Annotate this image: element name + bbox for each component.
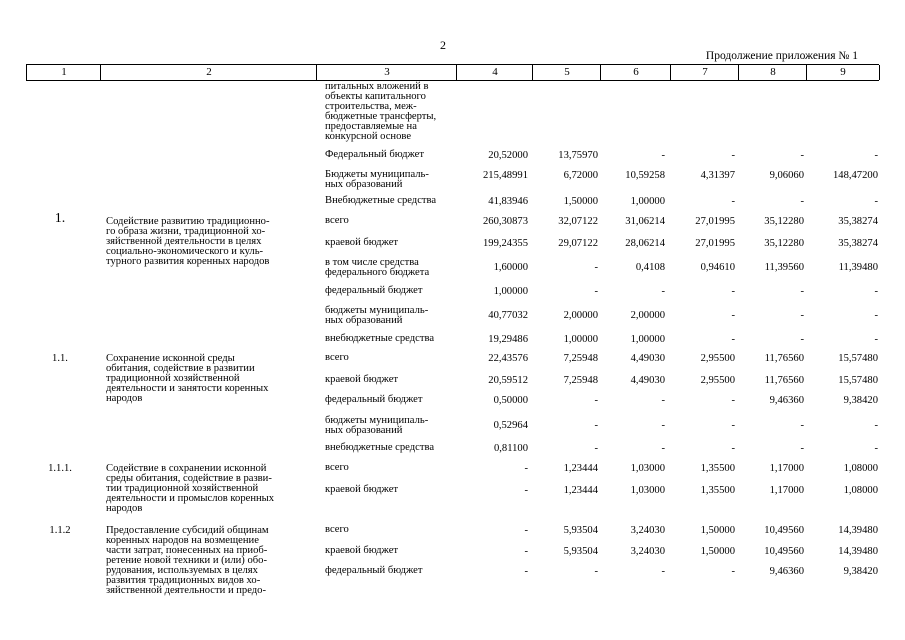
cell-value: 9,46360	[769, 395, 804, 406]
cell-value: -	[731, 443, 735, 454]
cell-value: -	[661, 566, 665, 577]
cell-value: 1,35500	[700, 463, 735, 474]
cell-value: -	[524, 566, 528, 577]
cell-value: 11,76560	[764, 375, 804, 386]
item-code: 1.1.2	[49, 525, 71, 536]
cell-value: 0,81100	[493, 443, 528, 454]
cell-value: -	[661, 420, 665, 431]
cell-value: 29,07122	[558, 238, 598, 249]
cell-value: 14,39480	[838, 525, 878, 536]
cell-value: 1,00000	[493, 286, 528, 297]
cell-value: 27,01995	[695, 216, 735, 227]
source-label: федеральный бюджет	[325, 285, 423, 296]
cell-value: -	[731, 196, 735, 207]
item-code: 1.	[54, 211, 66, 226]
item-title: Содействие развитию традиционно- го образа жизни, традиционной хо- зяйственной деятельности в целях социально-экономического и куль- турного развития коренных народов	[106, 216, 270, 267]
cell-value: -	[594, 420, 598, 431]
cell-value: 5,93504	[563, 546, 598, 557]
item-code: 1.1.1.	[48, 463, 72, 474]
cell-value: -	[661, 286, 665, 297]
cell-value: -	[594, 262, 598, 273]
cell-value: -	[661, 150, 665, 161]
cell-value: 4,49030	[630, 353, 665, 364]
cell-value: 14,39480	[838, 546, 878, 557]
cell-value: -	[800, 443, 804, 454]
cell-value: 7,25948	[563, 353, 598, 364]
cell-value: 1,50000	[700, 546, 735, 557]
source-label: Бюджеты муниципаль- ных образований	[325, 169, 429, 190]
source-label: Федеральный бюджет	[325, 149, 425, 160]
cell-value: 31,06214	[625, 216, 665, 227]
cell-value: 1,00000	[563, 334, 598, 345]
source-label: бюджеты муниципаль- ных образований	[325, 305, 429, 326]
cell-value: 35,12280	[764, 216, 804, 227]
item-title: Предоставление субсидий общинам коренных народов на возмещение части затрат, понесенных на приоб- ретение новой техники и (или) обо- рудования, используемых в целях развития традиционных видов хо- зяйственной деятельности и предо-	[106, 525, 269, 596]
cell-value: 10,49560	[764, 546, 804, 557]
cell-value: -	[874, 310, 878, 321]
cell-value: 1,50000	[700, 525, 735, 536]
cell-value: -	[731, 286, 735, 297]
table-header	[26, 64, 879, 81]
cell-value: 3,24030	[630, 546, 665, 557]
cell-value: 0,50000	[493, 395, 528, 406]
cell-value: 1,17000	[769, 485, 804, 496]
cell-value: 9,46360	[769, 566, 804, 577]
header-col-3: 3	[316, 65, 457, 80]
header-col-5: 5	[532, 65, 601, 80]
cell-value: -	[874, 334, 878, 345]
cell-value: 0,52964	[493, 420, 528, 431]
cell-value: 215,48991	[482, 170, 528, 181]
source-label: в том числе средства федерального бюджета	[325, 257, 430, 278]
cell-value: 2,00000	[563, 310, 598, 321]
source-label: внебюджетные средства	[325, 333, 435, 344]
source-label: всего	[325, 462, 349, 473]
header-col-4: 4	[456, 65, 533, 80]
cell-value: 27,01995	[695, 238, 735, 249]
item-code: 1.1.	[52, 353, 68, 364]
cell-value: 1,00000	[630, 334, 665, 345]
source-label: бюджеты муниципаль- ных образований	[325, 415, 429, 436]
cell-value: -	[524, 463, 528, 474]
cell-value: 1,03000	[630, 485, 665, 496]
cell-value: 41,83946	[488, 196, 528, 207]
cell-value: -	[800, 150, 804, 161]
cell-value: 199,24355	[482, 238, 528, 249]
header-col-1: 1	[26, 65, 101, 80]
cell-value: -	[661, 443, 665, 454]
source-label: федеральный бюджет	[325, 394, 423, 405]
cell-value: 10,49560	[764, 525, 804, 536]
cell-value: -	[524, 546, 528, 557]
cell-value: -	[594, 286, 598, 297]
cell-value: 11,76560	[764, 353, 804, 364]
cell-value: 11,39560	[764, 262, 804, 273]
header-col-7: 7	[670, 65, 739, 80]
cell-value: -	[731, 150, 735, 161]
cell-value: 0,94610	[700, 262, 735, 273]
cell-value: 260,30873	[482, 216, 528, 227]
cell-value: 6,72000	[563, 170, 598, 181]
cell-value: -	[800, 286, 804, 297]
header-col-9: 9	[806, 65, 880, 80]
page-number: 2	[440, 38, 446, 52]
cell-value: 32,07122	[558, 216, 598, 227]
continuation-note: Продолжение приложения № 1	[705, 50, 858, 62]
cell-value: 1,08000	[843, 485, 878, 496]
cell-value: -	[800, 420, 804, 431]
cell-value: 28,06214	[625, 238, 665, 249]
cell-value: 4,31397	[700, 170, 735, 181]
cell-value: -	[874, 443, 878, 454]
cell-value: 13,75970	[558, 150, 598, 161]
cell-value: 9,38420	[843, 566, 878, 577]
source-label: краевой бюджет	[325, 545, 399, 556]
cell-value: 1,23444	[563, 463, 598, 474]
source-label: всего	[325, 215, 349, 226]
cell-value: 5,93504	[563, 525, 598, 536]
cell-value: 20,59512	[488, 375, 528, 386]
header-col-8: 8	[738, 65, 807, 80]
cell-value: 22,43576	[488, 353, 528, 364]
cell-value: 1,08000	[843, 463, 878, 474]
cell-value: 148,47200	[832, 170, 878, 181]
cell-value: -	[731, 566, 735, 577]
source-label: Внебюджетные средства	[325, 195, 437, 206]
cell-value: -	[524, 525, 528, 536]
cell-value: 35,12280	[764, 238, 804, 249]
cell-value: -	[800, 310, 804, 321]
cell-value: 2,95500	[700, 353, 735, 364]
cell-value: -	[874, 150, 878, 161]
cell-value: -	[524, 485, 528, 496]
cell-value: 40,77032	[488, 310, 528, 321]
cell-value: -	[661, 395, 665, 406]
source-label: федеральный бюджет	[325, 565, 423, 576]
cell-value: 3,24030	[630, 525, 665, 536]
cell-value: -	[731, 334, 735, 345]
cell-value: 1,03000	[630, 463, 665, 474]
cell-value: 15,57480	[838, 375, 878, 386]
cell-value: 9,06060	[769, 170, 804, 181]
cell-value: 20,52000	[488, 150, 528, 161]
cell-value: 1,60000	[493, 262, 528, 273]
cell-value: 2,95500	[700, 375, 735, 386]
cell-value: -	[874, 420, 878, 431]
cell-value: -	[594, 443, 598, 454]
cell-value: 35,38274	[838, 216, 878, 227]
cell-value: 1,35500	[700, 485, 735, 496]
cell-value: 4,49030	[630, 375, 665, 386]
cell-value: -	[594, 566, 598, 577]
cell-value: -	[731, 420, 735, 431]
cell-value: 10,59258	[625, 170, 665, 181]
cell-value: 0,4108	[635, 262, 665, 273]
source-label: всего	[325, 352, 349, 363]
item-title: Содействие в сохранении исконной среды обитания, содействие в разви- тии традиционной хозяйственной деятельности и промыслов коренных народов	[106, 463, 275, 514]
item-title: Сохранение исконной среды обитания, содействие в развитии традиционной хозяйственной деятельности и занятости коренных народов	[106, 353, 269, 404]
cell-value: -	[731, 310, 735, 321]
cell-value: 2,00000	[630, 310, 665, 321]
source-label: краевой бюджет	[325, 484, 399, 495]
source-label: всего	[325, 524, 349, 535]
cell-value: -	[874, 286, 878, 297]
cell-value: -	[800, 334, 804, 345]
source-label: внебюджетные средства	[325, 442, 435, 453]
cell-value: 1,50000	[563, 196, 598, 207]
cell-value: 35,38274	[838, 238, 878, 249]
cell-value: 19,29486	[488, 334, 528, 345]
header-col-2: 2	[100, 65, 317, 80]
source-label: питальных вложений в объекты капитального строительства, меж- бюджетные трансферты, предоставляемые на конкурсной основе	[325, 81, 437, 142]
cell-value: -	[874, 196, 878, 207]
cell-value: -	[731, 395, 735, 406]
header-col-6: 6	[600, 65, 671, 80]
cell-value: 15,57480	[838, 353, 878, 364]
cell-value: 9,38420	[843, 395, 878, 406]
cell-value: 11,39480	[838, 262, 878, 273]
cell-value: 1,00000	[630, 196, 665, 207]
cell-value: -	[800, 196, 804, 207]
cell-value: 1,17000	[769, 463, 804, 474]
source-label: краевой бюджет	[325, 237, 399, 248]
source-label: краевой бюджет	[325, 374, 399, 385]
cell-value: 1,23444	[563, 485, 598, 496]
cell-value: 7,25948	[563, 375, 598, 386]
cell-value: -	[594, 395, 598, 406]
